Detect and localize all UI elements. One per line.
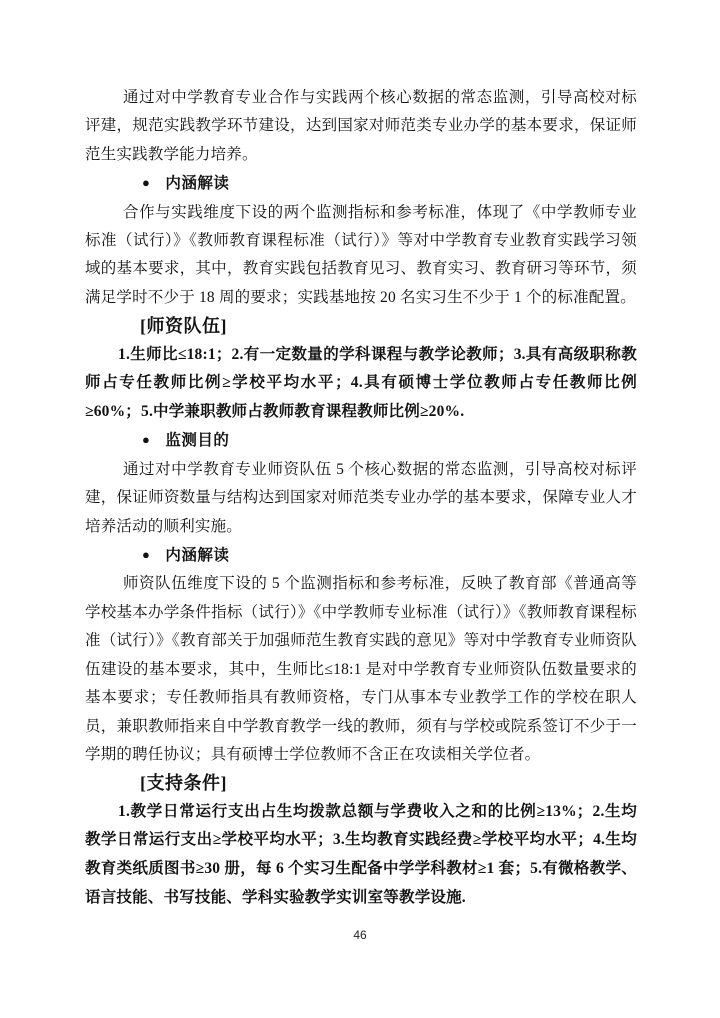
list-faculty-indicators: 1.生师比≤18:1；2.有一定数量的学科课程与教学论教师；3.具有高级职称教师占专任教师比例≥学校平均水平；4.具有硕博士学位教师占专任教师比例≥60%；5.中学兼职教师占教师教育课程教师比例≥20%.: [85, 345, 637, 420]
section-heading-faculty-team: [师资队伍]: [140, 316, 227, 337]
list-support-indicators: 1.教学日常运行支出占生均拨款总额与学费收入之和的比例≥13%；2.生均教学日常运行支出≥学校平均水平；3.生均教育实践经费≥学校平均水平；4.生均教育类纸质图书≥30 册，每 6 个实习生配备中学学科教材≥1 套；5.有微格教学、语言技能、书写技能、学科实验教学实训室等教学设施.: [85, 802, 637, 906]
bullet-icon: ●: [142, 432, 151, 448]
paragraph-faculty-monitoring-purpose: 通过对中学教育专业师资队伍 5 个核心数据的常态监测，引导高校对标评建，保证师资数量与结构达到国家对师范类专业办学的基本要求，保障专业人才培养活动的顺利实施。: [85, 460, 637, 535]
bullet-icon: ●: [142, 547, 151, 563]
document-content: [85, 84, 637, 912]
bullet-heading-connotation-2-label: 内涵解读: [165, 547, 230, 565]
section-heading-support-conditions: [支持条件]: [140, 773, 227, 794]
paragraph-cooperation-practice-detail: 合作与实践维度下设的两个监测指标和参考标准，体现了《中学教师专业标准（试行）》《教师教育课程标准（试行）》等对中学教育专业教育实践学习领域的基本要求，其中，教育实践包括教育见习、教育实习、教育研习等环节，须满足学时不少于 18 周的要求；实践基地按 20 名实习生不少于 1 个的标准配置。: [85, 203, 637, 306]
bullet-heading-connotation-2: [85, 541, 637, 570]
bullet-heading-monitoring-goal: [85, 426, 637, 455]
page-number: 46: [353, 928, 367, 942]
bullet-heading-connotation-1-label: 内涵解读: [165, 175, 230, 193]
bullet-heading-connotation-1: [85, 169, 637, 198]
paragraph-practice-monitoring-purpose: 通过对中学教育专业合作与实践两个核心数据的常态监测，引导高校对标评建，规范实践教学环节建设，达到国家对师范类专业办学的基本要求，保证师范生实践教学能力培养。: [85, 89, 637, 163]
bullet-heading-monitoring-goal-label: 监测目的: [165, 432, 230, 450]
bullet-icon: ●: [142, 175, 151, 191]
paragraph-faculty-connotation-detail: 师资队伍维度下设的 5 个监测指标和参考标准，反映了教育部《普通高等学校基本办学条件指标（试行）》《中学教师专业标准（试行）》《教师教育课程标准（试行）》《教育部关于加强师范生教育实践的意见》等对中学教育专业师资队伍建设的基本要求，其中，生师比≤18:1 是对中学教育专业师资队伍数量要求的基本要求；专任教师指具有教师资格，专门从事本专业教学工作的学校在职人员，兼职教师指来自中学教育教学一线的教师，须有与学校或院系签订不少于一学期的聘任协议；具有硕博士学位教师不含正在攻读相关学位者。: [85, 575, 637, 763]
